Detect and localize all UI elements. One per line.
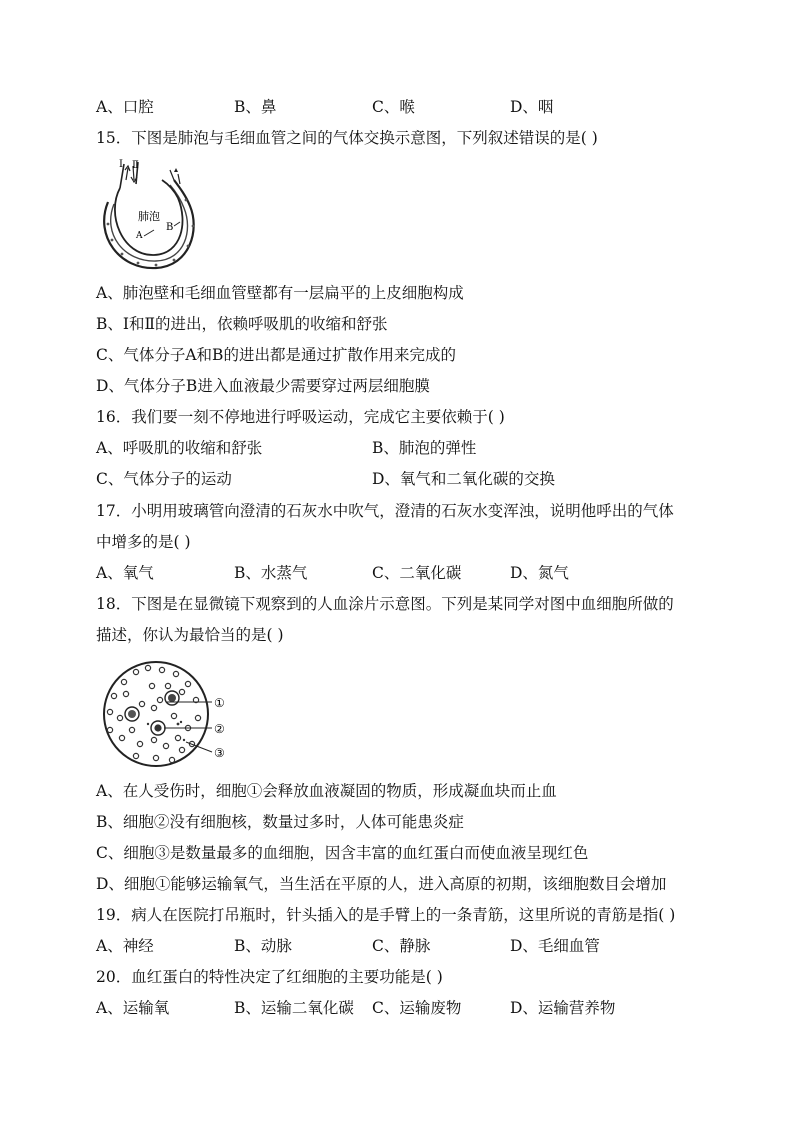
- label-a: A: [136, 231, 143, 241]
- blood-smear-diagram: [96, 656, 236, 772]
- q18-stem-line2: 描述，你认为最恰当的是( ): [96, 626, 284, 644]
- label-cell-3: ③: [214, 746, 225, 760]
- q20-option-b: B、运输二氧化碳: [234, 999, 354, 1017]
- label-cell-2: ②: [214, 722, 225, 736]
- q17-stem-line2: 中增多的是( ): [96, 533, 191, 551]
- label-alveolus: 肺泡: [138, 210, 160, 223]
- q18-option-a: A、在人受伤时，细胞①会释放血液凝固的物质，形成凝血块而止血: [96, 782, 557, 800]
- label-roman2: Ⅱ: [132, 160, 139, 171]
- q15-option-a: A、肺泡壁和毛细血管壁都有一层扁平的上皮细胞构成: [96, 284, 464, 302]
- q20-stem: 20．血红蛋白的特性决定了红细胞的主要功能是( ): [96, 968, 443, 986]
- label-b: B: [166, 222, 174, 233]
- q16-option-d: D、氧气和二氧化碳的交换: [372, 470, 555, 488]
- q16-option-b: B、肺泡的弹性: [372, 439, 477, 457]
- label-cell-1: ①: [214, 696, 225, 710]
- q20-option-c: C、运输废物: [372, 999, 462, 1017]
- q19-option-a: A、神经: [96, 937, 154, 955]
- q20-option-a: A、运输氧: [96, 999, 170, 1017]
- q14-option-d: D、咽: [510, 98, 554, 116]
- q15-option-d: D、气体分子B进入血液最少需要穿过两层细胞膜: [96, 377, 430, 395]
- q18-option-d: D、细胞①能够运输氧气，当生活在平原的人，进入高原的初期，该细胞数目会增加: [96, 875, 667, 893]
- q15-option-b: B、Ⅰ和Ⅱ的进出，依赖呼吸肌的收缩和舒张: [96, 315, 388, 333]
- q15-option-c: C、气体分子A和B的进出都是通过扩散作用来完成的: [96, 346, 456, 364]
- q17-stem-line1: 17．小明用玻璃管向澄清的石灰水中吹气，澄清的石灰水变浑浊，说明他呼出的气体: [96, 502, 674, 520]
- label-roman1: Ⅰ: [119, 159, 123, 170]
- q19-option-b: B、动脉: [234, 937, 292, 955]
- q14-option-c: C、喉: [372, 98, 415, 116]
- q19-option-d: D、毛细血管: [510, 937, 600, 955]
- q15-stem: 15．下图是肺泡与毛细血管之间的气体交换示意图，下列叙述错误的是( ): [96, 129, 598, 147]
- q17-option-a: A、氧气: [96, 564, 154, 582]
- q18-option-b: B、细胞②没有细胞核，数量过多时，人体可能患炎症: [96, 813, 464, 831]
- q16-stem: 16．我们要一刻不停地进行呼吸运动，完成它主要依赖于( ): [96, 408, 505, 426]
- q16-option-a: A、呼吸肌的收缩和舒张: [96, 439, 263, 457]
- q14-option-a: A、口腔: [96, 98, 154, 116]
- q17-option-b: B、水蒸气: [234, 564, 308, 582]
- q18-stem-line1: 18．下图是在显微镜下观察到的人血涂片示意图。下列是某同学对图中血细胞所做的: [96, 595, 674, 613]
- q17-option-d: D、氮气: [510, 564, 569, 582]
- alveolus-capillary-diagram: [96, 158, 204, 274]
- q16-option-c: C、气体分子的运动: [96, 470, 232, 488]
- q20-option-d: D、运输营养物: [510, 999, 616, 1017]
- q14-option-b: B、鼻: [234, 98, 277, 116]
- q19-stem: 19．病人在医院打吊瓶时，针头插入的是手臂上的一条青筋，这里所说的青筋是指( ): [96, 906, 676, 924]
- q19-option-c: C、静脉: [372, 937, 431, 955]
- q17-option-c: C、二氧化碳: [372, 564, 462, 582]
- q18-option-c: C、细胞③是数量最多的血细胞，因含丰富的血红蛋白而使血液呈现红色: [96, 844, 589, 862]
